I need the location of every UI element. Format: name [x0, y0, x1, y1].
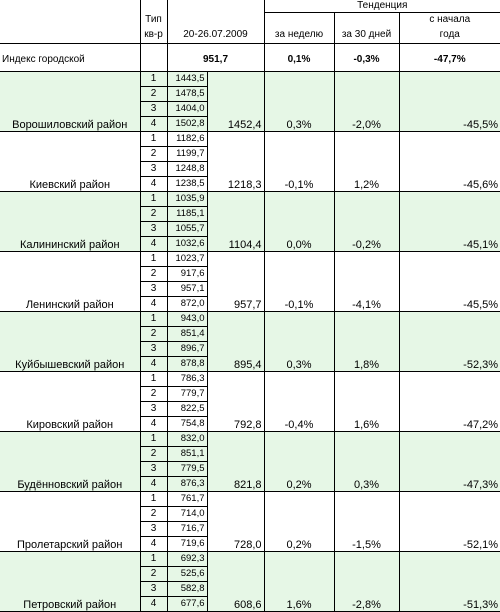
district-average: 957,7	[207, 251, 264, 311]
price-value: 1238,5	[167, 176, 207, 191]
type-header-line2: кв-р	[140, 27, 167, 44]
district-name: Киевский район	[0, 131, 140, 191]
apartment-type: 3	[140, 401, 167, 416]
year-change: -47,2%	[399, 371, 500, 431]
district-average: 1218,3	[207, 131, 264, 191]
district-subrow	[0, 251, 500, 266]
apartment-type: 4	[140, 176, 167, 191]
apartment-type: 1	[140, 251, 167, 266]
month-change: -1,5%	[334, 491, 399, 551]
district-subrow	[0, 491, 500, 506]
price-value: 1248,8	[167, 161, 207, 176]
district-subrow	[0, 431, 500, 446]
apartment-type: 1	[140, 371, 167, 386]
apartment-type: 2	[140, 206, 167, 221]
district-average: 608,6	[207, 551, 264, 611]
price-value: 957,1	[167, 281, 207, 296]
price-value: 1182,6	[167, 131, 207, 146]
district-name: Калининский район	[0, 191, 140, 251]
price-value: 761,7	[167, 491, 207, 506]
year-change: -52,1%	[399, 491, 500, 551]
header-row-1	[0, 0, 500, 13]
apartment-type: 3	[140, 101, 167, 116]
apartment-type: 3	[140, 341, 167, 356]
price-value: 851,1	[167, 446, 207, 461]
apartment-type: 2	[140, 326, 167, 341]
year-change: -45,5%	[399, 71, 500, 131]
apartment-type: 3	[140, 521, 167, 536]
district-subrow	[0, 71, 500, 86]
month-change: -2,8%	[334, 551, 399, 611]
price-value: 754,8	[167, 416, 207, 431]
week-change: -0,1%	[264, 131, 334, 191]
week-change: -0,1%	[264, 251, 334, 311]
apartment-type: 2	[140, 446, 167, 461]
price-value: 582,8	[167, 581, 207, 596]
week-change: -0,4%	[264, 371, 334, 431]
apartment-type: 4	[140, 296, 167, 311]
apartment-type: 3	[140, 221, 167, 236]
district-average: 895,4	[207, 311, 264, 371]
apartment-type: 3	[140, 281, 167, 296]
year-change: -45,1%	[399, 191, 500, 251]
price-value: 1055,7	[167, 221, 207, 236]
apartment-type: 4	[140, 236, 167, 251]
week-header: за неделю	[264, 27, 334, 44]
trend-header: Тенденция	[264, 0, 500, 13]
city-index-row	[0, 50, 500, 72]
apartment-type: 3	[140, 581, 167, 596]
apartment-type: 4	[140, 416, 167, 431]
district-subrow	[0, 191, 500, 206]
district-average: 1452,4	[207, 71, 264, 131]
price-value: 917,6	[167, 266, 207, 281]
price-value: 1478,5	[167, 86, 207, 101]
district-name: Петровский район	[0, 551, 140, 611]
apartment-type: 2	[140, 566, 167, 581]
price-value: 832,0	[167, 431, 207, 446]
month-header: за 30 дней	[334, 27, 399, 44]
city-index-value: 951,7	[167, 50, 264, 72]
header-row-3	[0, 27, 500, 44]
price-value: 779,7	[167, 386, 207, 401]
apartment-type: 3	[140, 161, 167, 176]
district-subrow	[0, 551, 500, 566]
district-name: Ленинский район	[0, 251, 140, 311]
price-value: 525,6	[167, 566, 207, 581]
price-value: 677,6	[167, 596, 207, 611]
district-name: Пролетарский район	[0, 491, 140, 551]
month-change: 1,6%	[334, 371, 399, 431]
apartment-type: 4	[140, 356, 167, 371]
price-value: 1032,6	[167, 236, 207, 251]
apartment-type: 1	[140, 71, 167, 86]
week-change: 1,6%	[264, 551, 334, 611]
year-header-line2: года	[399, 27, 500, 44]
apartment-type: 2	[140, 386, 167, 401]
price-value: 1035,9	[167, 191, 207, 206]
price-value: 692,3	[167, 551, 207, 566]
district-subrow	[0, 131, 500, 146]
header-row-2	[0, 13, 500, 28]
year-change: -45,6%	[399, 131, 500, 191]
price-value: 896,7	[167, 341, 207, 356]
district-average: 728,0	[207, 491, 264, 551]
year-header-line1: с начала	[429, 14, 471, 25]
week-change: 0,3%	[264, 311, 334, 371]
month-change: -0,2%	[334, 191, 399, 251]
type-header-line1: Тип	[140, 13, 167, 28]
city-index-year: -47,7%	[399, 50, 500, 72]
district-average: 821,8	[207, 431, 264, 491]
city-index-month: -0,3%	[334, 50, 399, 72]
month-change: 1,2%	[334, 131, 399, 191]
apartment-type: 1	[140, 431, 167, 446]
district-average: 1104,4	[207, 191, 264, 251]
apartment-type: 4	[140, 116, 167, 131]
week-change: 0,2%	[264, 491, 334, 551]
year-change: -51,3%	[399, 551, 500, 611]
price-value: 786,3	[167, 371, 207, 386]
apartment-type: 2	[140, 266, 167, 281]
price-value: 851,4	[167, 326, 207, 341]
year-change: -52,3%	[399, 311, 500, 371]
price-value: 1199,7	[167, 146, 207, 161]
apartment-type: 2	[140, 146, 167, 161]
district-name: Кировский район	[0, 371, 140, 431]
apartment-type: 3	[140, 461, 167, 476]
price-value: 878,8	[167, 356, 207, 371]
apartment-type: 1	[140, 491, 167, 506]
apartment-type: 2	[140, 86, 167, 101]
year-change: -45,5%	[399, 251, 500, 311]
month-change: 0,3%	[334, 431, 399, 491]
price-value: 716,7	[167, 521, 207, 536]
apartment-type: 4	[140, 596, 167, 611]
price-value: 1404,0	[167, 101, 207, 116]
week-change: 0,3%	[264, 71, 334, 131]
apartment-type: 1	[140, 191, 167, 206]
month-change: 1,8%	[334, 311, 399, 371]
price-value: 1185,1	[167, 206, 207, 221]
year-change: -47,3%	[399, 431, 500, 491]
month-change: -4,1%	[334, 251, 399, 311]
district-name: Ворошиловский район	[0, 71, 140, 131]
price-value: 943,0	[167, 311, 207, 326]
city-index-week: 0,1%	[264, 50, 334, 72]
price-value: 1443,5	[167, 71, 207, 86]
district-subrow	[0, 371, 500, 386]
month-change: -2,0%	[334, 71, 399, 131]
week-change: 0,2%	[264, 431, 334, 491]
district-subrow	[0, 311, 500, 326]
price-value: 719,6	[167, 536, 207, 551]
price-value: 779,5	[167, 461, 207, 476]
price-value: 714,0	[167, 506, 207, 521]
price-value: 822,5	[167, 401, 207, 416]
price-value: 1502,8	[167, 116, 207, 131]
price-value: 876,3	[167, 476, 207, 491]
price-value: 1023,7	[167, 251, 207, 266]
type-header	[140, 0, 167, 13]
district-average: 792,8	[207, 371, 264, 431]
apartment-type: 1	[140, 551, 167, 566]
apartment-type: 4	[140, 536, 167, 551]
apartment-type: 2	[140, 506, 167, 521]
apartment-type: 4	[140, 476, 167, 491]
district-name: Будённовский район	[0, 431, 140, 491]
price-value: 872,0	[167, 296, 207, 311]
apartment-type: 1	[140, 311, 167, 326]
district-name: Куйбышевский район	[0, 311, 140, 371]
apartment-type: 1	[140, 131, 167, 146]
week-change: 0,0%	[264, 191, 334, 251]
date-header: 20-26.07.2009	[167, 27, 264, 44]
city-index-label: Индекс городской	[0, 50, 140, 72]
